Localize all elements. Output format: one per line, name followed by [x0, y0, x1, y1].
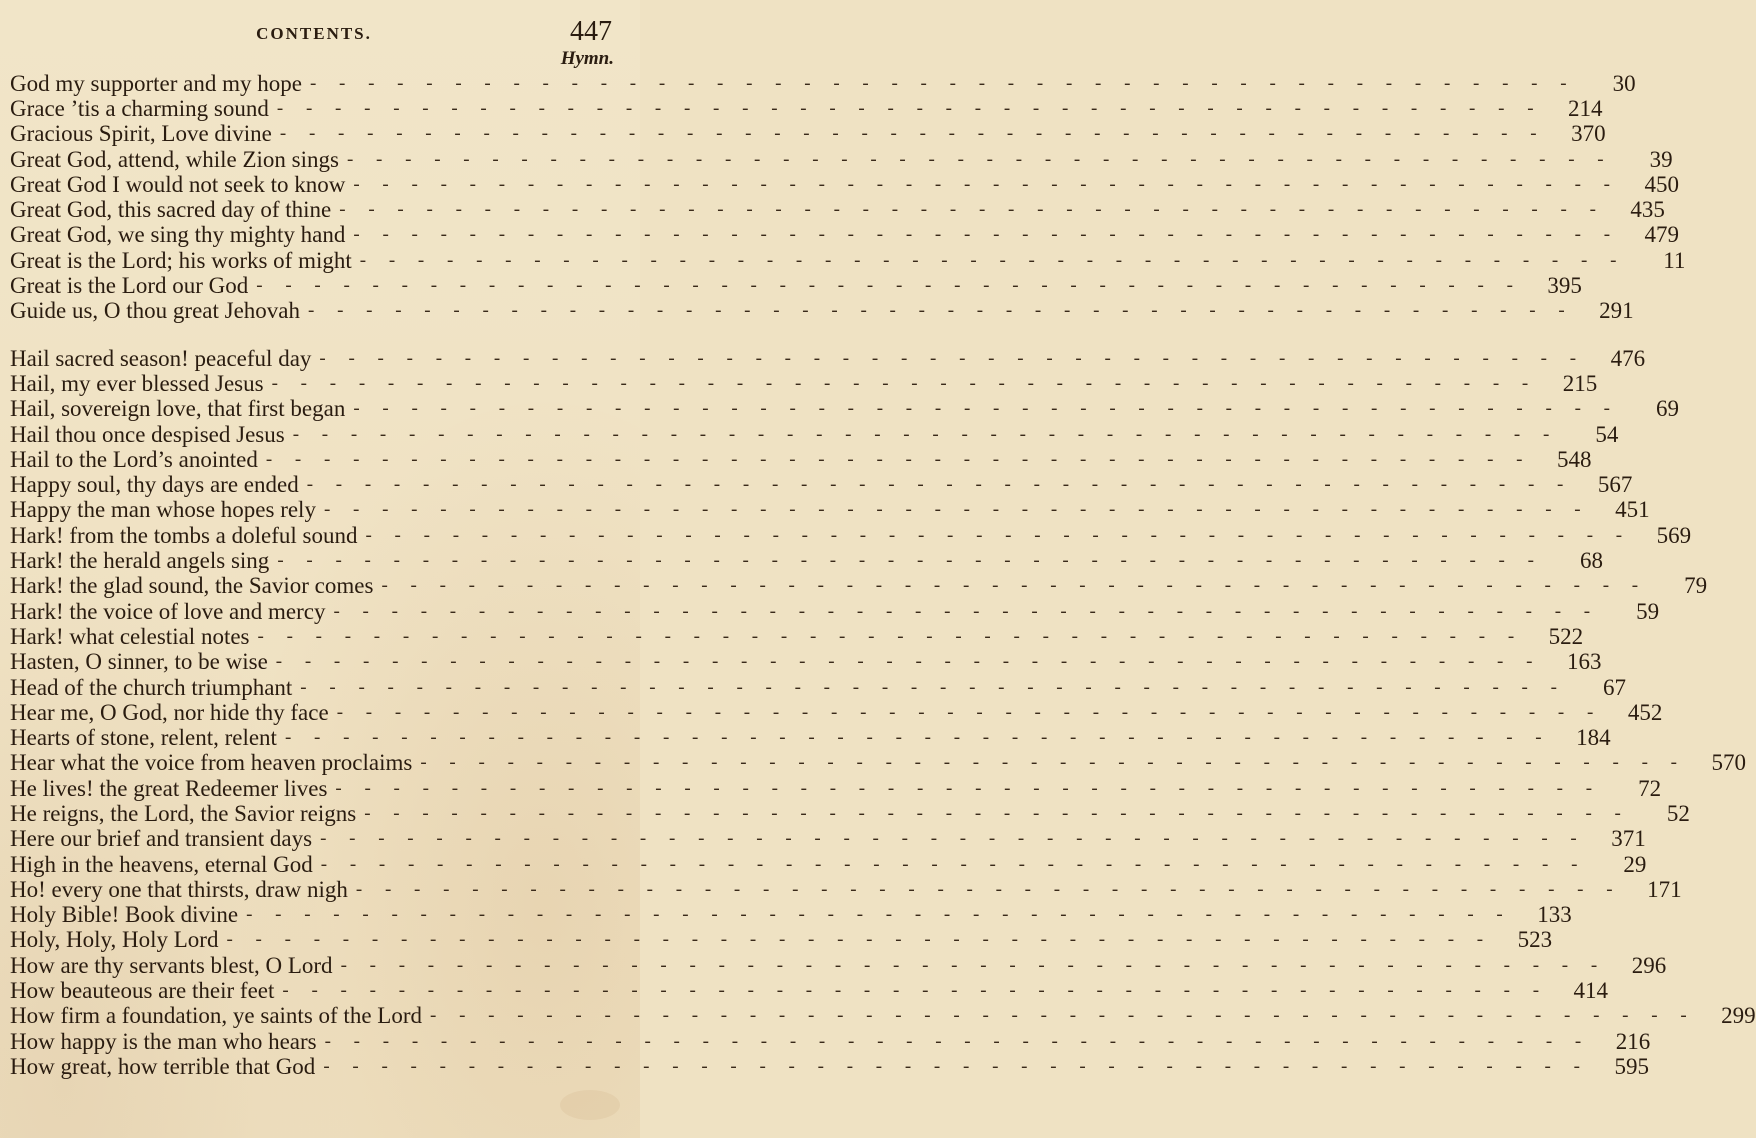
dot-leader [246, 904, 1512, 926]
hymn-number: 184 [1576, 725, 1611, 751]
hymn-first-line: Hasten, O sinner, to be wise [10, 649, 268, 675]
hymn-first-line: High in the heavens, eternal God [10, 851, 313, 877]
hymn-number: 450 [1644, 171, 1680, 197]
hymn-number: 435 [1630, 197, 1665, 223]
hymn-first-line: Holy Bible! Book divine [10, 902, 239, 928]
contents-entry [10, 273, 1582, 299]
dot-leader [430, 1005, 1696, 1027]
dot-leader [300, 677, 1566, 699]
hymn-first-line: Hearts of stone, relent, relent [10, 725, 277, 751]
page-title: CONTENTS. [256, 24, 372, 43]
dot-leader [310, 73, 1576, 95]
dot-leader [277, 98, 1543, 120]
hymn-first-line: God my supporter and my hope [10, 70, 302, 96]
hymn-first-line: Gracious Spirit, Love divine [10, 121, 272, 147]
dot-leader [308, 300, 1574, 322]
hymn-first-line: He lives! the great Redeemer lives [10, 775, 328, 801]
hymn-number: 371 [1611, 826, 1646, 852]
hymn-number: 68 [1579, 548, 1603, 574]
contents-entry [10, 396, 1679, 422]
hymn-number: 567 [1597, 472, 1633, 498]
contents-entry [10, 1003, 1756, 1029]
hymn-first-line: Hark! the glad sound, the Savior comes [10, 573, 374, 599]
contents-entry [10, 497, 1650, 523]
contents-entry [10, 522, 1692, 548]
hymn-first-line: Hear what the voice from heaven proclaims [10, 750, 413, 776]
contents-section-g [10, 70, 1686, 324]
dot-leader [320, 828, 1586, 850]
hymn-first-line: Great is the Lord our God [10, 273, 249, 299]
contents-entry [10, 623, 1584, 649]
hymn-first-line: Great is the Lord; his works of might [10, 247, 352, 273]
hymn-number: 476 [1610, 345, 1646, 371]
hymn-first-line: Head of the church triumphant [10, 674, 293, 700]
hymn-number: 163 [1566, 649, 1602, 675]
dot-leader [226, 929, 1492, 951]
dot-leader [381, 575, 1647, 597]
contents-entry [10, 649, 1602, 675]
hymn-number: 548 [1557, 446, 1592, 472]
contents-entry [10, 95, 1603, 121]
dot-leader [256, 275, 1522, 297]
hymn-number: 479 [1644, 222, 1680, 248]
hymn-number: 30 [1612, 70, 1636, 96]
dot-leader [258, 626, 1524, 648]
contents-entry [10, 851, 1647, 877]
hymn-first-line: Hark! what celestial notes [10, 623, 250, 649]
hymn-number: 216 [1615, 1028, 1651, 1054]
hymn-number: 133 [1537, 902, 1572, 928]
dot-leader [266, 449, 1532, 471]
dot-leader [321, 854, 1587, 876]
dot-leader [319, 348, 1585, 370]
hymn-first-line: Hear me, O God, nor hide thy face [10, 699, 329, 725]
hymn-first-line: Great God, attend, while Zion sings [10, 146, 339, 172]
hymn-first-line: Hark! the voice of love and mercy [10, 598, 326, 624]
contents-entry [10, 573, 1708, 599]
contents-entry [10, 345, 1646, 371]
dot-leader [420, 752, 1686, 774]
contents-entry [10, 598, 1660, 624]
dot-leader [333, 601, 1599, 623]
hymn-first-line: Holy, Holy, Holy Lord [10, 927, 219, 953]
dot-leader [276, 651, 1542, 673]
hymn-column-label: Hymn. [560, 48, 614, 69]
dot-leader [360, 250, 1626, 272]
hymn-first-line: Here our brief and transient days [10, 826, 313, 852]
hymn-number: 214 [1568, 95, 1603, 121]
contents-entry [10, 699, 1663, 725]
hymn-first-line: Guide us, O thou great Jehovah [10, 298, 300, 324]
hymn-first-line: How are thy servants blest, O Lord [10, 952, 333, 978]
hymn-first-line: Great God I would not seek to know [10, 171, 346, 197]
contents-entry [10, 298, 1634, 324]
contents-entry [10, 121, 1606, 147]
hymn-number: 59 [1636, 598, 1660, 624]
contents-entry [10, 247, 1686, 273]
contents-entry [10, 472, 1633, 498]
contents-entry [10, 1028, 1651, 1054]
hymn-number: 395 [1547, 273, 1582, 299]
hymn-first-line: Grace ’tis a charming sound [10, 95, 269, 121]
contents-entry [10, 222, 1680, 248]
hymn-first-line: Happy soul, thy days are ended [10, 472, 299, 498]
hymn-first-line: He reigns, the Lord, the Savior reigns [10, 801, 357, 826]
hymn-first-line: Hail sacred season! peaceful day [10, 345, 312, 371]
dot-leader [353, 174, 1619, 196]
dot-leader [347, 149, 1613, 171]
hymn-number: 79 [1684, 573, 1708, 599]
hymn-first-line: Happy the man whose hopes rely [10, 497, 316, 523]
contents-entry [10, 70, 1636, 96]
hymn-first-line: How great, how terrible that God [10, 1053, 316, 1079]
hymn-number: 370 [1571, 121, 1606, 147]
hymn-number: 29 [1623, 851, 1647, 877]
hymn-number: 52 [1666, 801, 1690, 826]
hymn-number: 11 [1663, 247, 1686, 273]
contents-entry [10, 146, 1673, 172]
hymn-number: 523 [1517, 927, 1553, 953]
dot-leader [365, 525, 1631, 547]
dot-leader [323, 1056, 1589, 1078]
contents-entry [10, 927, 1553, 953]
dot-leader [280, 123, 1546, 145]
contents-entry [10, 978, 1609, 1004]
contents-entry [10, 876, 1682, 902]
hymn-number: 569 [1656, 522, 1692, 548]
hymn-number: 451 [1615, 497, 1650, 523]
contents-entry [10, 446, 1592, 472]
dot-leader [324, 499, 1590, 521]
hymn-number: 72 [1638, 775, 1662, 801]
dot-leader [277, 550, 1543, 572]
hymn-number: 67 [1602, 674, 1626, 700]
hymn-first-line: Great God, this sacred day of thine [10, 197, 332, 223]
hymn-first-line: Hail to the Lord’s anointed [10, 446, 258, 472]
contents-entry [10, 370, 1598, 396]
page-number: 447 [570, 16, 612, 47]
hymn-number: 299 [1721, 1003, 1756, 1029]
dot-leader [341, 955, 1607, 977]
contents-entry [10, 801, 1690, 826]
dot-leader [307, 474, 1573, 496]
hymn-first-line: Hail thou once despised Jesus [10, 421, 285, 447]
contents-entry [10, 171, 1680, 197]
hymn-number: 414 [1573, 978, 1609, 1004]
dot-leader [282, 980, 1548, 1002]
dot-leader [325, 1031, 1591, 1053]
dot-leader [353, 224, 1619, 246]
dot-leader [335, 778, 1601, 800]
contents-entry [10, 750, 1746, 776]
hymn-first-line: Hark! the herald angels sing [10, 548, 270, 574]
dot-leader [364, 803, 1630, 825]
hymn-number: 452 [1627, 699, 1663, 725]
contents-entry [10, 1053, 1649, 1079]
contents-entry [10, 421, 1619, 447]
dot-leader [293, 424, 1559, 446]
hymn-number: 296 [1631, 952, 1667, 978]
dot-leader [353, 398, 1619, 420]
dot-leader [356, 879, 1622, 901]
hymn-first-line: How firm a foundation, ye saints of the Lord [10, 1003, 422, 1029]
contents-entry [10, 725, 1611, 751]
dot-leader [337, 702, 1603, 724]
dot-leader [272, 373, 1538, 395]
hymn-first-line: How beauteous are their feet [10, 978, 275, 1004]
contents-entry [10, 674, 1626, 700]
dot-leader [339, 199, 1605, 221]
hymn-number: 39 [1649, 146, 1673, 172]
contents-entry [10, 197, 1665, 223]
hymn-number: 171 [1647, 876, 1682, 902]
contents-entry [10, 775, 1662, 801]
hymn-number: 69 [1655, 396, 1679, 422]
hymn-first-line: Hark! from the tombs a doleful sound [10, 522, 358, 548]
contents-entry [10, 548, 1603, 574]
hymn-first-line: Hail, my ever blessed Jesus [10, 370, 264, 396]
hymn-first-line: Great God, we sing thy mighty hand [10, 222, 346, 248]
hymn-number: 291 [1599, 298, 1634, 324]
hymn-first-line: Ho! every one that thirsts, draw nigh [10, 876, 348, 902]
contents-entry [10, 952, 1667, 978]
contents-section-h [10, 345, 1756, 1080]
paper-stain [560, 1090, 620, 1120]
hymn-first-line: How happy is the man who hears [10, 1028, 317, 1054]
contents-entry [10, 902, 1572, 928]
contents-entry [10, 826, 1646, 852]
dot-leader [285, 727, 1551, 749]
hymn-number: 595 [1614, 1053, 1649, 1079]
hymn-number: 570 [1711, 750, 1746, 776]
hymn-number: 54 [1595, 421, 1619, 447]
hymn-number: 522 [1548, 623, 1584, 649]
hymn-first-line: Hail, sovereign love, that first began [10, 396, 346, 422]
hymn-number: 215 [1562, 370, 1598, 396]
